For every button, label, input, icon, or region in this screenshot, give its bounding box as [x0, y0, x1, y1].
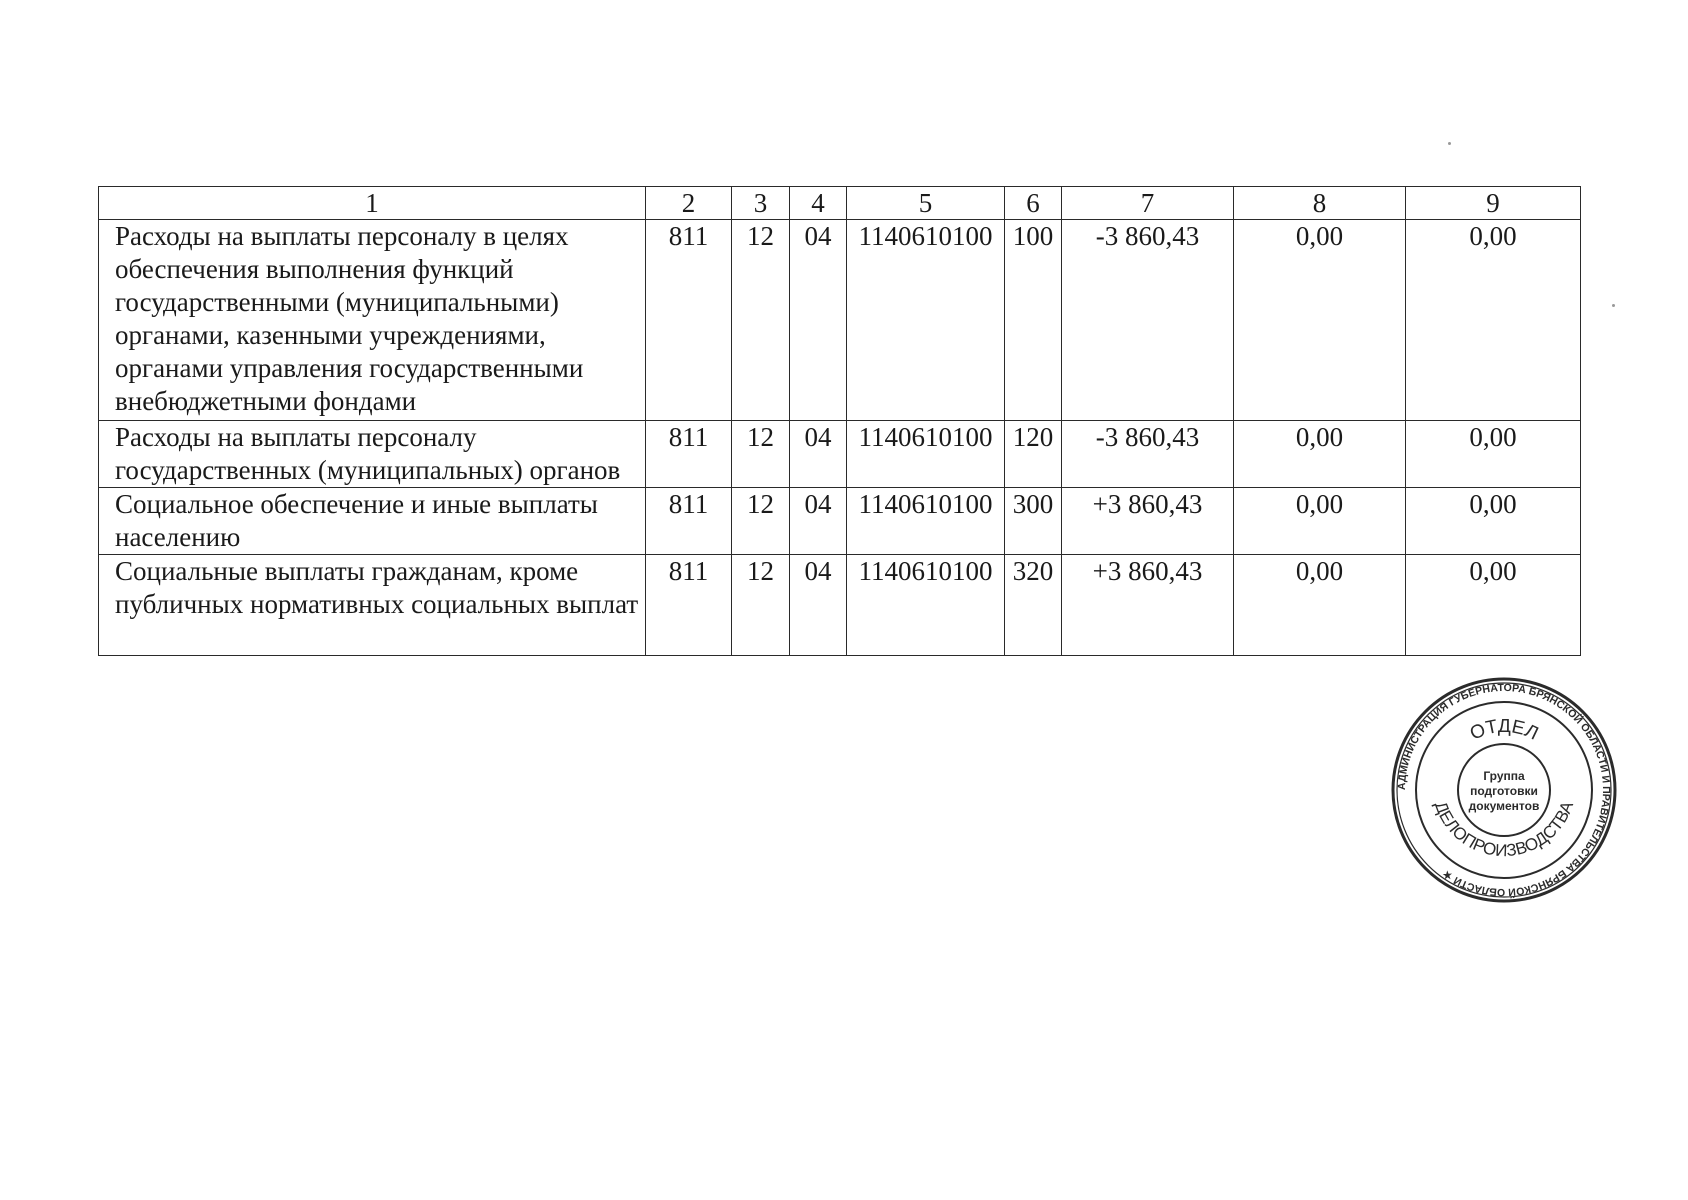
- cell-col-2: 811: [646, 555, 732, 656]
- cell-col-5: 1140610100: [847, 220, 1005, 421]
- cell-col-6: 320: [1005, 555, 1062, 656]
- header-col-2: 2: [646, 187, 732, 220]
- cell-col-9: 0,00: [1406, 421, 1581, 488]
- table-row: [99, 421, 1581, 488]
- header-col-8: 8: [1234, 187, 1406, 220]
- stamp-outer-text: АДМИНИСТРАЦИЯ ГУБЕРНАТОРА БРЯНСКОЙ ОБЛАСТИ И ПРАВИТЕЛЬСТВА БРЯНСКОЙ ОБЛАСТИ ★: [1395, 681, 1613, 899]
- cell-col-2: 811: [646, 488, 732, 555]
- cell-col-9: 0,00: [1406, 488, 1581, 555]
- header-col-6: 6: [1005, 187, 1062, 220]
- cell-col-7: -3 860,43: [1062, 220, 1234, 421]
- cell-col-2: 811: [646, 421, 732, 488]
- cell-col-8: 0,00: [1234, 421, 1406, 488]
- header-col-7: 7: [1062, 187, 1234, 220]
- table-row: [99, 220, 1581, 421]
- row-name: Расходы на выплаты персоналу государственных (муниципальных) органов: [99, 421, 646, 488]
- cell-col-9: 0,00: [1406, 555, 1581, 656]
- budget-table: [98, 186, 1581, 656]
- scan-speck: [1612, 304, 1615, 307]
- cell-col-5: 1140610100: [847, 555, 1005, 656]
- cell-col-6: 120: [1005, 421, 1062, 488]
- cell-col-4: 04: [790, 488, 847, 555]
- stamp-center-line-1: Группа: [1483, 769, 1525, 783]
- cell-col-6: 100: [1005, 220, 1062, 421]
- stamp-center-line-3: документов: [1468, 799, 1540, 813]
- row-name: Расходы на выплаты персоналу в целях обеспечения выполнения функций государственными (муниципальными) органами, казенными учреждениями, органами управления государственными внебюджетными фондами: [99, 220, 646, 421]
- cell-col-6: 300: [1005, 488, 1062, 555]
- cell-col-2: 811: [646, 220, 732, 421]
- header-col-9: 9: [1406, 187, 1581, 220]
- row-name: Социальные выплаты гражданам, кроме публичных нормативных социальных выплат: [99, 555, 646, 656]
- row-name: Социальное обеспечение и иные выплаты населению: [99, 488, 646, 555]
- cell-col-3: 12: [732, 421, 790, 488]
- cell-col-8: 0,00: [1234, 555, 1406, 656]
- cell-col-3: 12: [732, 488, 790, 555]
- cell-col-8: 0,00: [1234, 220, 1406, 421]
- header-col-4: 4: [790, 187, 847, 220]
- cell-col-4: 04: [790, 220, 847, 421]
- cell-col-7: +3 860,43: [1062, 555, 1234, 656]
- header-col-1: 1: [99, 187, 646, 220]
- table-row: [99, 555, 1581, 656]
- stamp-middle-bottom: ДЕЛОПРОИЗВОДСТВА: [1430, 798, 1578, 861]
- cell-col-9: 0,00: [1406, 220, 1581, 421]
- cell-col-3: 12: [732, 555, 790, 656]
- stamp-middle-top: ОТДЕЛ: [1466, 715, 1542, 745]
- department-stamp: [1390, 676, 1618, 904]
- table-row: [99, 488, 1581, 555]
- stamp-center-line-2: подготовки: [1470, 784, 1538, 798]
- table-header-row: [99, 187, 1581, 220]
- cell-col-4: 04: [790, 555, 847, 656]
- cell-col-5: 1140610100: [847, 488, 1005, 555]
- header-col-3: 3: [732, 187, 790, 220]
- cell-col-8: 0,00: [1234, 488, 1406, 555]
- cell-col-4: 04: [790, 421, 847, 488]
- cell-col-7: +3 860,43: [1062, 488, 1234, 555]
- cell-col-7: -3 860,43: [1062, 421, 1234, 488]
- header-col-5: 5: [847, 187, 1005, 220]
- scan-speck: [1448, 142, 1451, 145]
- cell-col-3: 12: [732, 220, 790, 421]
- cell-col-5: 1140610100: [847, 421, 1005, 488]
